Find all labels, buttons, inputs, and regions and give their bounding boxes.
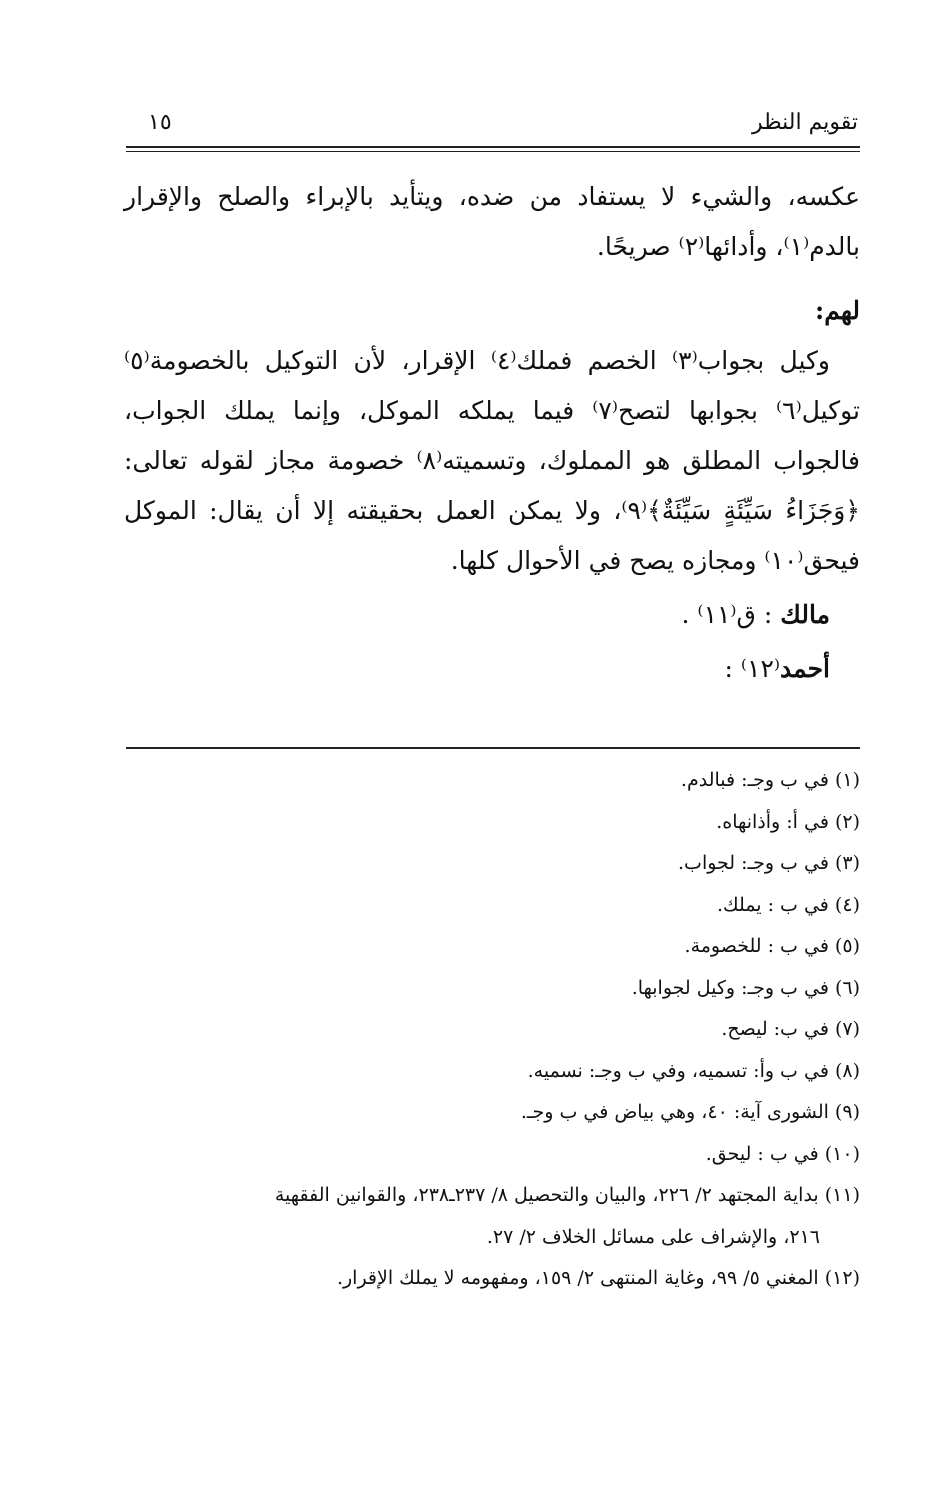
- paragraph-2: وكيل بجواب⁽٣⁾ الخصم فملك⁽٤⁾ الإقرار، لأن التوكيل بالخصومة⁽٥⁾ توكيل⁽٦⁾ بجوابها لتصح⁽٧⁾ فيما يملكه الموكل، وإنما يملك الجواب، فالجواب المطلق هو المملوك، وتسميته⁽٨⁾ خصومة مجاز لقوله تعالى: ﴿وَجَزَاءُ سَيِّئَةٍ سَيِّئَةٌ﴾⁽٩⁾، ولا يمكن العمل بحقيقته إلا أن يقال: الموكل فيحق⁽١٠⁾ ومجازه يصح في الأحوال كلها.: [124, 346, 860, 575]
- footnote-10: (١٠) في ب : ليحق.: [705, 1142, 860, 1165]
- opinion-text-malik: : ق⁽١١⁾ .: [681, 600, 773, 629]
- footnote-4: (٤) في ب : يملك.: [716, 893, 860, 916]
- footnote-6: (٦) في ب وجـ: وكيل لجوابها.: [631, 976, 860, 999]
- footnote-11-continued: ٢١٦، والإشراف على مسائل الخلاف ٢/ ٢٧.: [486, 1225, 820, 1248]
- opinion-label-malik: مالك: [780, 600, 830, 629]
- footnote-8: (٨) في ب وأ: تسميه، وفي ب وجـ: نسميه.: [527, 1059, 860, 1082]
- footnote-5: (٥) في ب : للخصومة.: [684, 935, 860, 957]
- paragraph-1: عكسه، والشيء لا يستفاد من ضده، ويتأيد بالإبراء والصلح والإقرار بالدم⁽١⁾، وأدائها⁽٢⁾ صريحًا.: [124, 182, 860, 261]
- opinion-label-ahmad: أحمد: [780, 654, 830, 683]
- footnote-7: (٧) في ب: ليصح.: [721, 1018, 860, 1040]
- footnote-9: (٩) الشورى آية: ٤٠، وهي بياض في ب وجـ.: [520, 1101, 860, 1123]
- footnote-11: (١١) بداية المجتهد ٢/ ٢٢٦، والبيان والتحصيل ٨/ ٢٣٧ـ٢٣٨، والقوانين الفقهية: [274, 1184, 860, 1206]
- running-title: تقويم النظر: [751, 110, 858, 135]
- footnote-12: (١٢) المغني ٥/ ٩٩، وغاية المنتهى ٢/ ١٥٩، ومفهومه لا يملك الإقرار.: [336, 1267, 860, 1289]
- opinion-text-ahmad: ⁽١٢⁾ :: [724, 654, 781, 683]
- footnote-1: (١) في ب وجـ: فبالدم.: [680, 769, 860, 791]
- main-text: [124, 172, 860, 694]
- opinion-ahmad: [124, 644, 860, 694]
- footnotes: [110, 760, 860, 1300]
- footnote-rule: [126, 747, 860, 749]
- opinion-malik: [124, 590, 860, 640]
- page-number: ١٥: [148, 110, 172, 135]
- footnote-3: (٣) في ب وجـ: لجواب.: [678, 852, 860, 874]
- footnote-2: (٢) في أ: وأذانهاه.: [716, 810, 860, 833]
- header-rule-thin: [126, 151, 860, 152]
- section-heading-lahum: لهم:: [814, 296, 860, 325]
- header-rule: [126, 146, 860, 148]
